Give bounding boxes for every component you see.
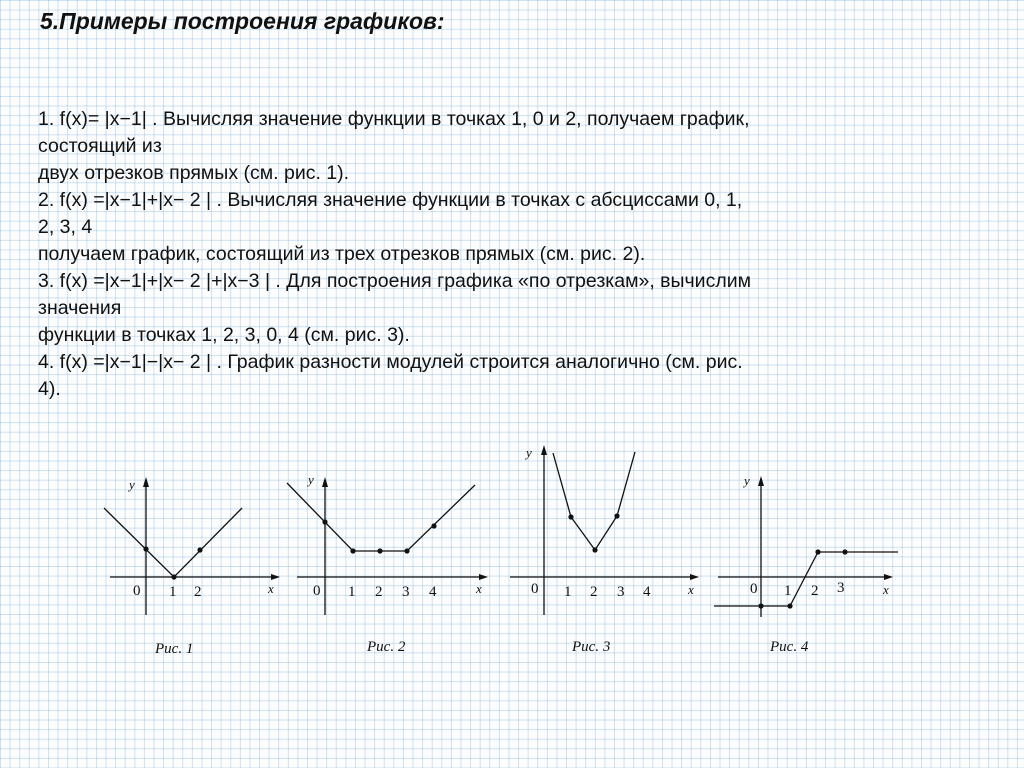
y-axis-label: y: [308, 472, 314, 487]
graph-line: [553, 452, 635, 550]
text-line: двух отрезков прямых (см. рис. 1).: [38, 162, 350, 184]
y-axis-label: y: [129, 477, 135, 492]
text-line: 4. f(x) =|x−1|−|x− 2 | . График разности модулей строится аналогично (см. рис.: [38, 351, 743, 373]
y-axis-label: y: [526, 445, 532, 460]
figure-caption: Рис. 1: [155, 641, 194, 657]
x-axis-arrow: [271, 574, 280, 580]
graph-line: [714, 552, 898, 606]
x-tick-label: 2: [811, 583, 819, 599]
graph-point: [197, 547, 202, 552]
x-axis-label: x: [688, 582, 694, 597]
figure-caption: Рис. 2: [367, 639, 406, 655]
text-line: 2, 3, 4: [38, 216, 93, 238]
example-4-text: [38, 349, 998, 403]
x-tick-label: 2: [590, 584, 598, 600]
figure-2: [285, 465, 495, 665]
x-axis-arrow: [479, 574, 488, 580]
x-tick-label: 3: [402, 584, 410, 600]
graph-point: [404, 548, 409, 553]
slide-title: 5.Примеры построения графиков:: [40, 8, 445, 34]
origin-label: 0: [750, 581, 758, 597]
figure-caption: Рис. 4: [770, 639, 809, 655]
y-axis-arrow: [322, 477, 328, 487]
graph-point: [842, 549, 847, 554]
x-axis-arrow: [884, 574, 893, 580]
graph-line: [104, 508, 242, 577]
text-line: 1. f(x)= |x−1| . Вычисляя значение функции в точках 1, 0 и 2, получаем график,: [38, 108, 750, 130]
graph-point: [592, 547, 597, 552]
x-tick-label: 4: [643, 584, 651, 600]
graph-point: [568, 514, 573, 519]
x-tick-label: 4: [429, 584, 437, 600]
graph-point: [614, 513, 619, 518]
graph-point: [322, 519, 327, 524]
graph-point: [431, 523, 436, 528]
x-tick-label: 1: [784, 583, 792, 599]
origin-label: 0: [531, 581, 539, 597]
graph-line: [287, 483, 475, 551]
graph-point: [377, 548, 382, 553]
y-axis-label: y: [744, 473, 750, 488]
example-1-text: [38, 106, 998, 187]
figure-1: [100, 465, 290, 665]
origin-label: 0: [313, 583, 321, 599]
text-line: значения: [38, 297, 122, 319]
text-line: 2. f(x) =|x−1|+|x− 2 | . Вычисляя значение функции в точках с абсциссами 0, 1,: [38, 189, 743, 211]
graph-point: [143, 546, 148, 551]
example-2-text: [38, 187, 998, 268]
y-axis-arrow: [143, 477, 149, 487]
x-tick-label: 3: [837, 580, 845, 596]
figure-4: [710, 465, 910, 665]
y-axis-arrow: [541, 445, 547, 455]
graph-point: [787, 603, 792, 608]
body-text: [38, 106, 998, 403]
x-tick-label: 1: [169, 584, 177, 600]
text-line: получаем график, состоящий из трех отрезков прямых (см. рис. 2).: [38, 243, 646, 265]
graph-point: [171, 574, 176, 579]
x-axis-label: x: [883, 582, 889, 597]
x-tick-label: 3: [617, 584, 625, 600]
text-line: состоящий из: [38, 135, 162, 157]
origin-label: 0: [133, 583, 141, 599]
figure-3: [500, 440, 710, 665]
graph-point: [815, 549, 820, 554]
x-axis-label: x: [476, 581, 482, 596]
graph-point: [758, 603, 763, 608]
x-tick-label: 1: [348, 584, 356, 600]
x-axis-arrow: [690, 574, 699, 580]
y-axis-arrow: [758, 476, 764, 486]
text-line: функции в точках 1, 2, 3, 0, 4 (см. рис. 3).: [38, 324, 410, 346]
x-tick-label: 2: [194, 584, 202, 600]
text-line: 4).: [38, 378, 61, 400]
x-tick-label: 1: [564, 584, 572, 600]
text-line: 3. f(x) =|x−1|+|x− 2 |+|x−3 | . Для построения графика «по отрезкам», вычислим: [38, 270, 752, 292]
figure-caption: Рис. 3: [572, 639, 611, 655]
example-3-text: [38, 268, 998, 349]
graph-point: [350, 548, 355, 553]
x-tick-label: 2: [375, 584, 383, 600]
x-axis-label: x: [268, 581, 274, 596]
